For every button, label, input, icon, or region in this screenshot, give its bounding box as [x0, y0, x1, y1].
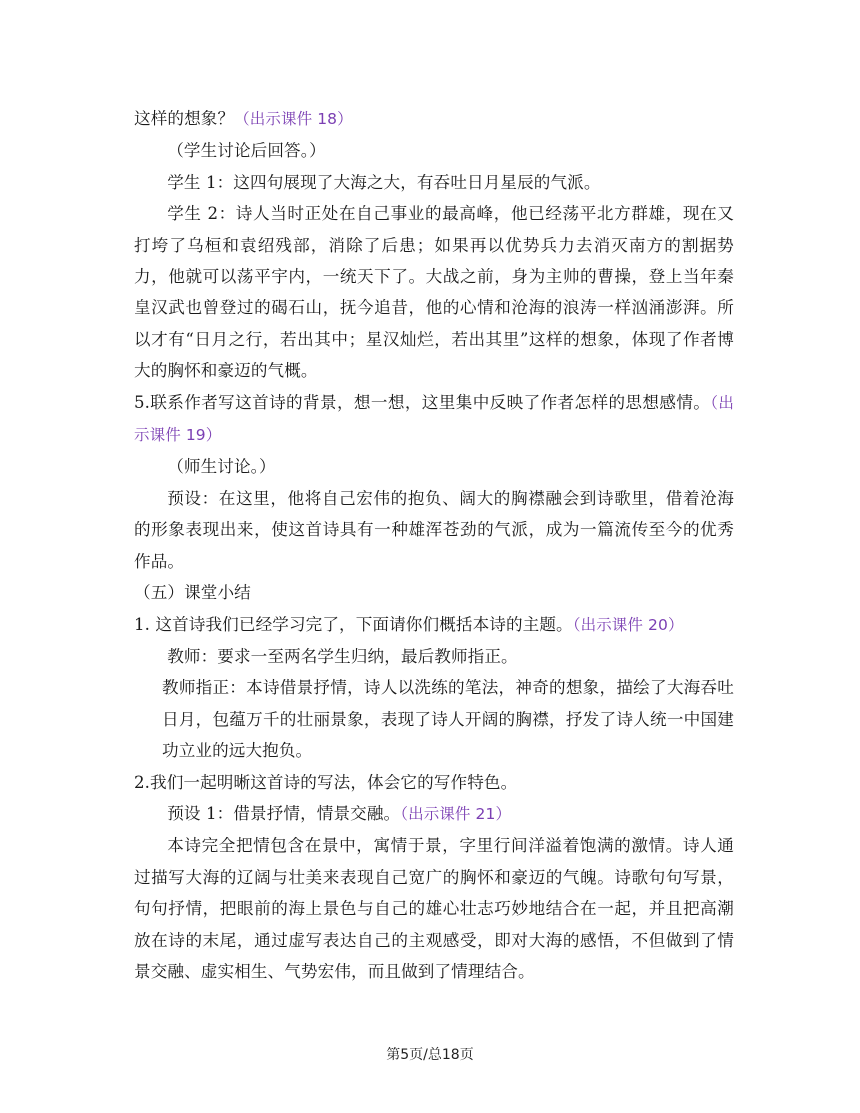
paragraph-analysis: 本诗完全把情包含在景中，寓情于景，字里行间洋溢着饱满的激情。诗人通过描写大海的辽阔与壮美来表现自己宽广的胸怀和豪迈的气魄。诗歌句句写景，句句抒情，把眼前的海上景色与自己的雄心壮志巧妙地结合在一起，并且把高潮放在诗的末尾，通过虚写表达自己的主观感受，即对大海的感悟，不但做到了情景交融、虚实相生、气势宏伟，而且做到了情理结合。	[134, 836, 734, 981]
paragraph-student-2: 学生 2：诗人当时正处在自己事业的最高峰，他已经荡平北方群雄，现在又打垮了乌桓和袁绍残部，消除了后患；如果再以优势兵力去消灭南方的割据势力，他就可以荡平宇内，一统天下了。大战之前，身为主帅的曹操，登上当年秦皇汉武也曾登过的碣石山，抚今追昔，他的心情和沧海的浪涛一样汹涌澎湃。所以才有“日月之行，若出其中；星汉灿烂，若出其里”这样的想象，体现了作者博大的胸怀和豪迈的气概。	[134, 204, 734, 381]
page-footer: 第5页/总18页	[386, 1047, 474, 1063]
paragraph-preset-1: 预设 1：借景抒情，情景交融。（出示课件 21）	[167, 803, 512, 823]
courseware-ref: （出示课件 18）	[234, 110, 353, 128]
paragraph-teacher-correction: 教师指正：本诗借景抒情，诗人以洗练的笔法，神奇的想象，描绘了大海吞吐日月，包蕴万千的壮丽景象，表现了诗人开阔的胸襟，抒发了诗人统一中国建功立业的远大抱负。	[162, 678, 734, 761]
page-content	[134, 103, 734, 987]
paragraph-student-1: 学生 1：这四句展现了大海之大，有吞吐日月星辰的气派。	[167, 172, 601, 192]
courseware-ref: （出示课件 20）	[572, 615, 684, 634]
courseware-ref: （出示课件 21）	[400, 804, 512, 823]
paragraph-teacher-student-discussion: （师生讨论。）	[167, 457, 276, 477]
paragraph-student-discussion: （学生讨论后回答。）	[167, 141, 326, 161]
paragraph-continuation: 这样的想象？（出示课件 18）	[134, 109, 353, 128]
question-5: 5.联系作者写这首诗的背景，想一想，这里集中反映了作者怎样的思想感情。（出示课件 19）	[134, 392, 734, 445]
paragraph-preset: 预设：在这里，他将自己宏伟的抱负、阔大的胸襟融会到诗歌里，借着沧海的形象表现出来，使这首诗具有一种雄浑苍劲的气派，成为一篇流传至今的优秀作品。	[134, 488, 734, 571]
paragraph-teacher-request: 教师：要求一至两名学生归纳，最后教师指正。	[167, 646, 518, 666]
summary-question-2: 2.我们一起明晰这首诗的写法，体会它的写作特色。	[134, 772, 518, 792]
courseware-ref: （出示课件 19）	[134, 393, 734, 445]
section-heading-summary: （五）课堂小结	[134, 583, 251, 603]
summary-question-1: 1. 这首诗我们已经学习完了，下面请你们概括本诗的主题。（出示课件 20）	[134, 614, 684, 634]
